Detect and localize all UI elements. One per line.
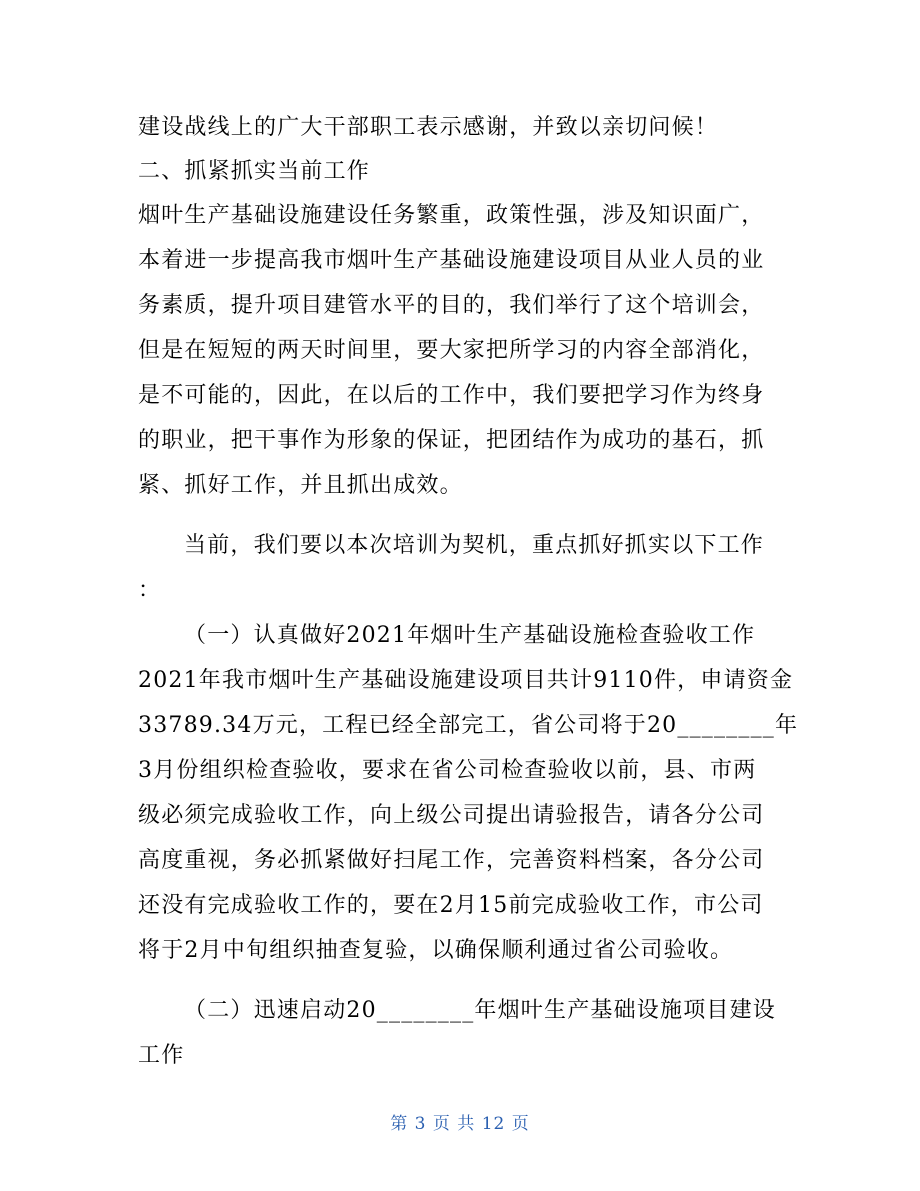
text-line: 烟叶生产基础设施建设任务繁重，政策性强，涉及知识面广， xyxy=(138,203,765,228)
section-heading: 二、抓紧抓实当前工作 xyxy=(138,159,371,184)
text-line: 当前，我们要以本次培训为契机，重点抓好抓实以下工作 xyxy=(184,533,765,558)
text-line: 级必须完成验收工作，向上级公司提出请验报告，请各分公司 xyxy=(138,803,765,828)
text-line: 但是在短短的两天时间里，要大家把所学习的内容全部消化， xyxy=(138,338,765,363)
text-line: 是不可能的，因此，在以后的工作中，我们要把学习作为终身 xyxy=(138,383,765,408)
subsection-heading: （二）迅速启动20________年烟叶生产基础设施项目建设 xyxy=(184,998,776,1023)
text-line: 的职业，把干事作为形象的保证，把团结作为成功的基石，抓 xyxy=(138,428,765,453)
text-line: 将于2月中旬组织抽查复验，以确保顺利通过省公司验收。 xyxy=(138,938,734,963)
text-line: 建设战线上的广大干部职工表示感谢，并致以亲切问候！ xyxy=(138,115,719,140)
page-number: 第 3 页 共 12 页 xyxy=(390,1114,530,1134)
text-line: 33789.34万元，工程已经全部完工，省公司将于20________年 xyxy=(138,713,799,738)
text-line: ： xyxy=(138,578,162,603)
text-line: 还没有完成验收工作的，要在2月15前完成验收工作，市公司 xyxy=(138,893,764,918)
text-line: 本着进一步提高我市烟叶生产基础设施建设项目从业人员的业 xyxy=(138,248,765,273)
text-line: 紧、抓好工作，并且抓出成效。 xyxy=(138,473,463,498)
text-line: 工作 xyxy=(138,1043,185,1068)
text-line: 2021年我市烟叶生产基础设施建设项目共计9110件，申请资金 xyxy=(138,668,794,693)
text-line: 高度重视，务必抓紧做好扫尾工作，完善资料档案，各分公司 xyxy=(138,848,765,873)
subsection-heading: （一）认真做好2021年烟叶生产基础设施检查验收工作 xyxy=(184,623,756,648)
text-line: 务素质，提升项目建管水平的目的，我们举行了这个培训会， xyxy=(138,293,765,318)
text-line: 3月份组织检查验收，要求在省公司检查验收以前，县、市两 xyxy=(138,758,757,783)
